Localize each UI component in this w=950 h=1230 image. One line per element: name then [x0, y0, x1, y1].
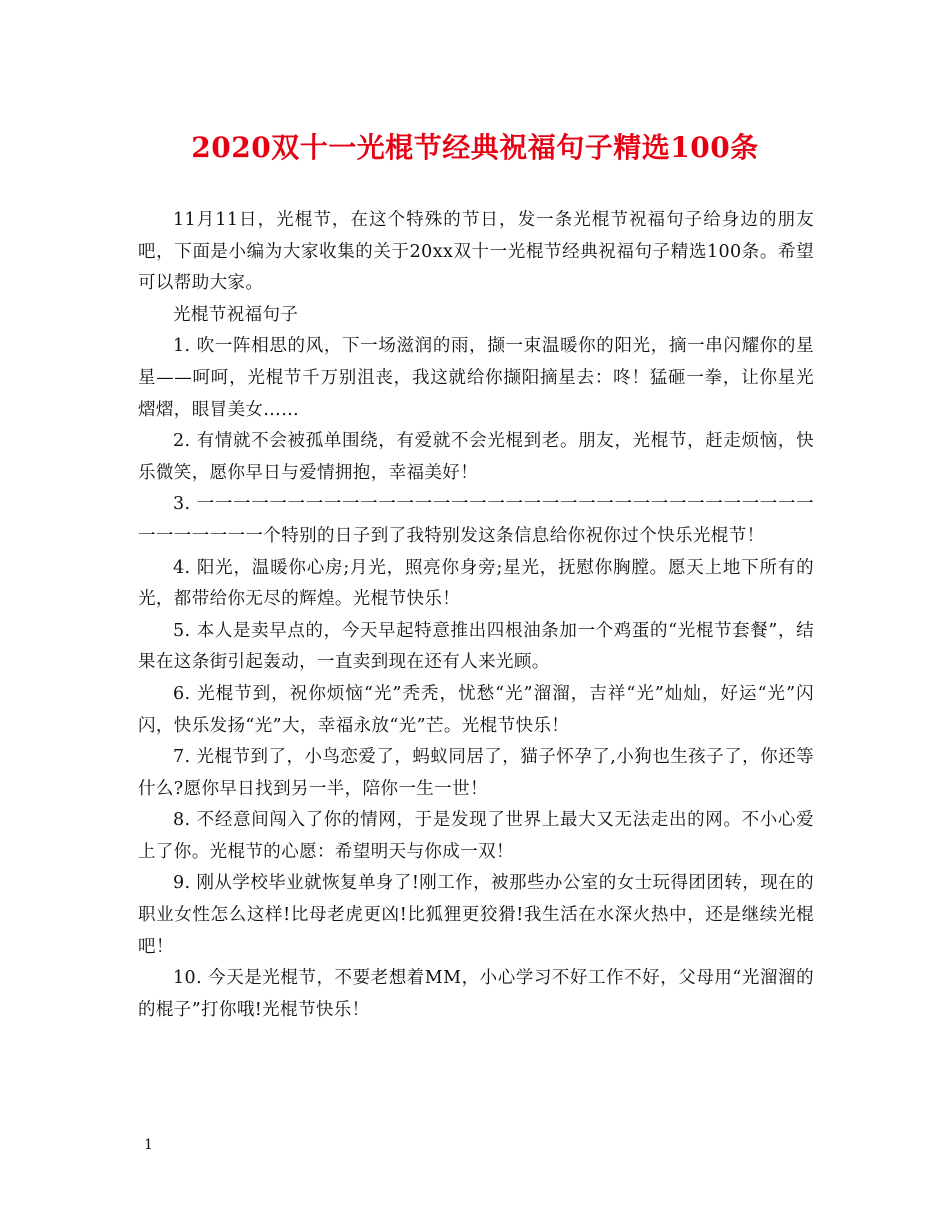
blessing-item-3: 3. 一一一一一一一一一一一一一一一一一一一一一一一一一一一一一一一一一一一一一一一一一个特别的日子到了我特别发这条信息给你祝你过个快乐光棍节！: [138, 494, 814, 546]
document-body: [138, 205, 814, 1026]
blessing-item-5: 5. 本人是卖早点的，今天早起特意推出四根油条加一个鸡蛋的“光棍节套餐”，结果在这条街引起轰动，一直卖到现在还有人来光顾。: [138, 620, 814, 673]
blessing-item-10: 10. 今天是光棍节，不要老想着MM，小心学习不好工作不好，父母用“光溜溜的的棍子”打你哦!光棍节快乐！: [138, 968, 814, 1020]
blessing-item-6: 6. 光棍节到，祝你烦恼“光”秃秃，忧愁“光”溜溜，吉祥“光”灿灿，好运“光”闪闪，快乐发扬“光”大，幸福永放“光”芒。光棍节快乐！: [138, 683, 814, 736]
blessing-item-2: 2. 有情就不会被孤单围绕，有爱就不会光棍到老。朋友，光棍节，赶走烦恼，快乐微笑，愿你早日与爱情拥抱，幸福美好！: [138, 431, 814, 483]
intro-paragraph: 11月11日，光棍节，在这个特殊的节日，发一条光棍节祝福句子给身边的朋友吧，下面是小编为大家收集的关于20xx双十一光棍节经典祝福句子精选100条。希望可以帮助大家。: [138, 210, 814, 294]
page-number: 1: [144, 1137, 153, 1153]
blessing-item-4: 4. 阳光，温暖你心房;月光，照亮你身旁;星光，抚慰你胸膛。愿天上地下所有的光，都带给你无尽的辉煌。光棍节快乐！: [138, 557, 814, 610]
blessing-item-1: 1. 吹一阵相思的风，下一场滋润的雨，撷一束温暖你的阳光，摘一串闪耀你的星星——呵呵，光棍节千万别沮丧，我这就给你撷阳摘星去：咚！猛砸一拳，让你星光熠熠，眼冒美女……: [138, 336, 814, 420]
section-heading: 光棍节祝福句子: [173, 304, 299, 325]
blessing-item-8: 8. 不经意间闯入了你的情网，于是发现了世界上最大又无法走出的网。不小心爱上了你。光棍节的心愿：希望明天与你成一双！: [138, 810, 814, 862]
blessing-item-9: 9. 刚从学校毕业就恢复单身了!刚工作，被那些办公室的女士玩得团团转，现在的职业女性怎么这样!比母老虎更凶!比狐狸更狡猾!我生活在水深火热中，还是继续光棍吧！: [138, 873, 814, 957]
document-title: 2020双十一光棍节经典祝福句子精选100条: [191, 131, 759, 164]
blessing-item-7: 7. 光棍节到了，小鸟恋爱了，蚂蚁同居了，猫子怀孕了,小狗也生孩子了，你还等什么?愿你早日找到另一半，陪你一生一世！: [138, 747, 814, 799]
